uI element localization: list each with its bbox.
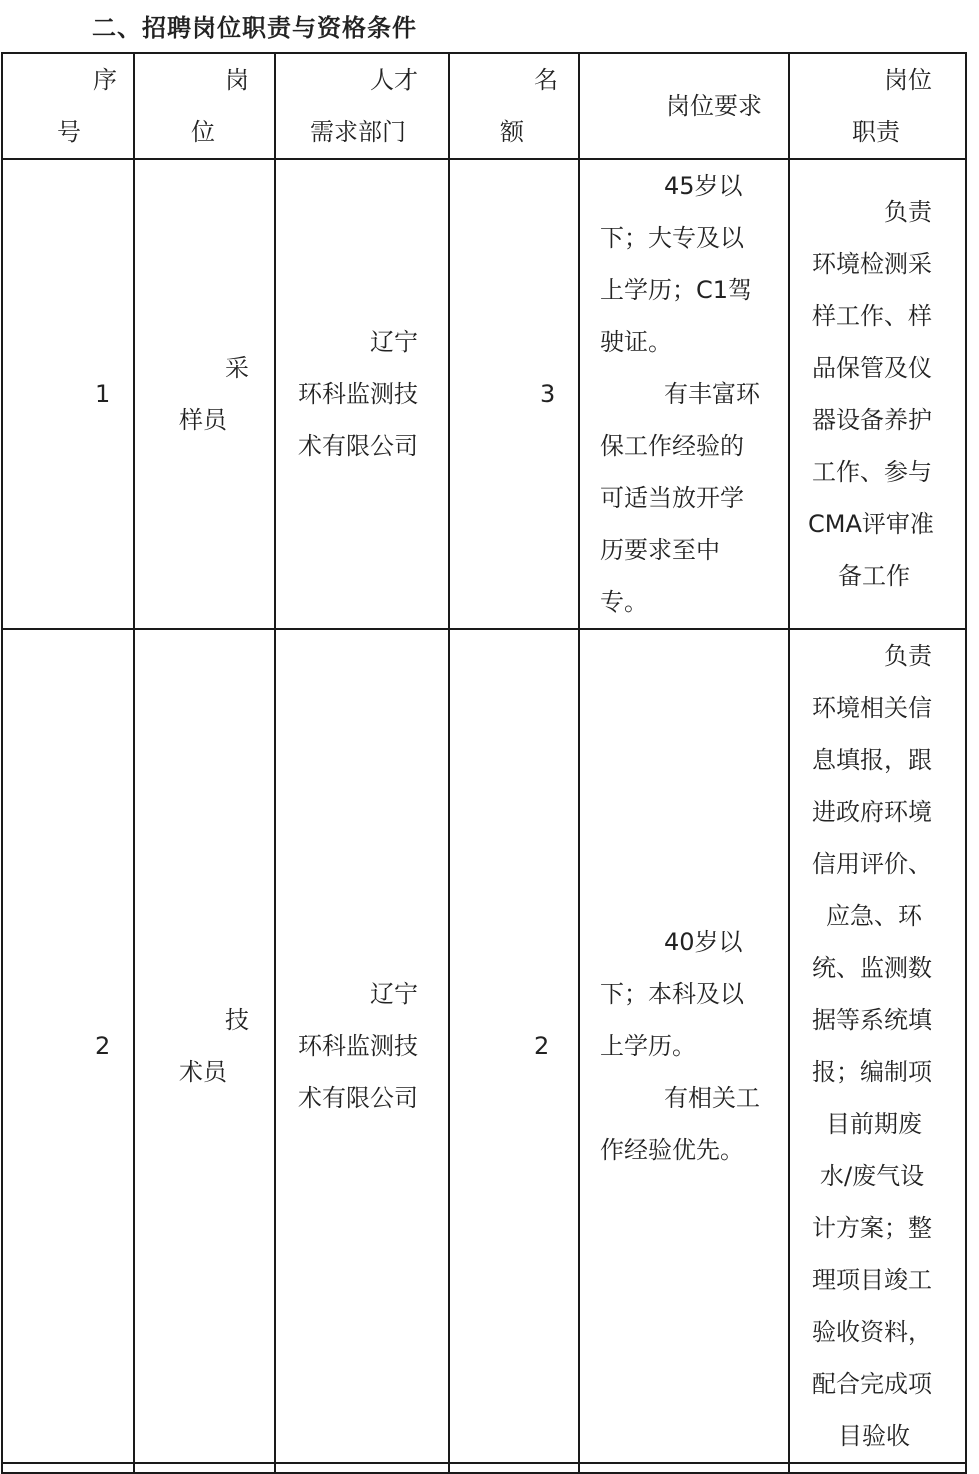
row-req: 45岁以 下；大专及以 上学历；C1驾 驶证。 有丰富环 保工作经验的 可适当放开学 历要求至中 专。	[579, 159, 789, 629]
header-req: 岗位要求	[579, 53, 789, 159]
row-req: 40岁以 下；本科及以 上学历。 有相关工 作经验优先。	[579, 629, 789, 1463]
partial-cell	[789, 1463, 966, 1473]
header-post: 岗 位	[134, 53, 275, 159]
row-seq: 2	[2, 629, 134, 1463]
table-header-row	[2, 53, 966, 159]
row-count: 3	[449, 159, 579, 629]
recruitment-table	[1, 52, 967, 1474]
row-dept: 辽宁 环科监测技 术有限公司	[275, 629, 449, 1463]
partial-cell	[275, 1463, 449, 1473]
table-row	[2, 159, 966, 629]
table-row	[2, 629, 966, 1463]
table-row-partial	[2, 1463, 966, 1473]
row-dept: 辽宁 环科监测技 术有限公司	[275, 159, 449, 629]
section-title: 二、招聘岗位职责与资格条件	[92, 14, 417, 42]
header-duty: 岗位 职责	[789, 53, 966, 159]
row-post: 技 术员	[134, 629, 275, 1463]
header-seq: 序 号	[2, 53, 134, 159]
row-count: 2	[449, 629, 579, 1463]
partial-cell	[134, 1463, 275, 1473]
row-duty: 负责 环境检测采 样工作、样 品保管及仪 器设备养护 工作、参与 CMA评审准 备工作	[789, 159, 966, 629]
partial-cell	[579, 1463, 789, 1473]
header-count: 名 额	[449, 53, 579, 159]
row-post: 采 样员	[134, 159, 275, 629]
row-duty: 负责 环境相关信 息填报，跟 进政府环境 信用评价、 应急、环 统、监测数 据等系统填 报；编制项 目前期废 水/废气设 计方案；整 理项目竣工 验收资料， 配合完成项 目验收	[789, 629, 966, 1463]
row-seq: 1	[2, 159, 134, 629]
partial-cell	[449, 1463, 579, 1473]
header-dept: 人才 需求部门	[275, 53, 449, 159]
partial-cell	[2, 1463, 134, 1473]
